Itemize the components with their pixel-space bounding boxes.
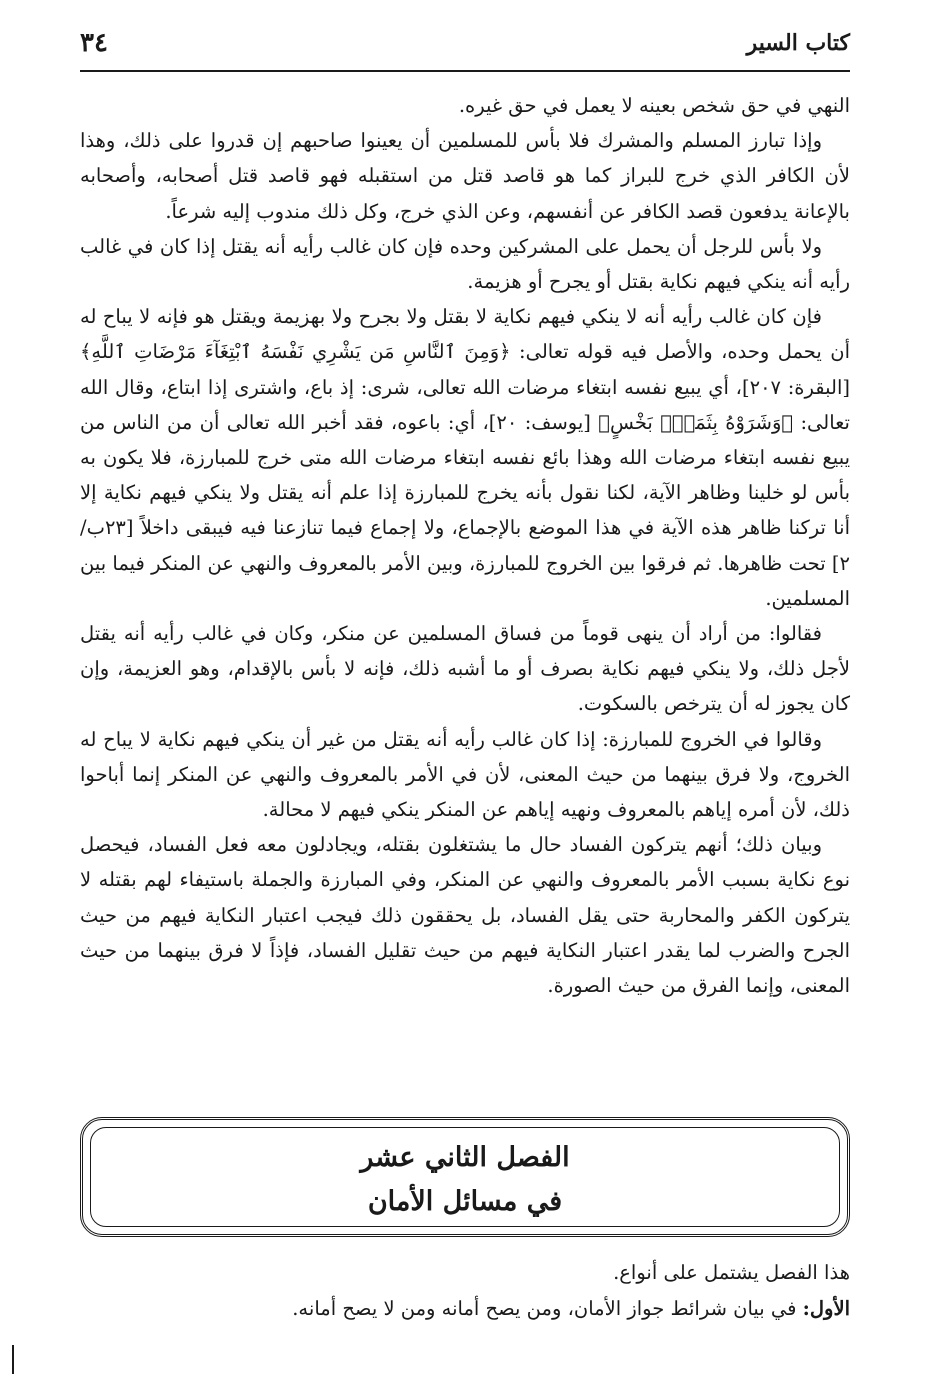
book-page: [80, 20, 850, 1350]
chapter-intro-text: هذا الفصل يشتمل على أنواع.: [613, 1261, 850, 1284]
running-header: [80, 28, 850, 68]
chapter-title: الفصل الثاني عشر: [360, 1142, 570, 1173]
header-divider: [80, 70, 850, 72]
page-number: ٣٤: [80, 28, 108, 58]
first-section-text: في بيان شرائط جواز الأمان، ومن يصح أمانه ومن لا يصح أمانه.: [292, 1297, 803, 1320]
paragraph: وبيان ذلك؛ أنهم يتركون الفساد حال ما يشتغلون بقتله، ويجادلون معه فعل الفساد، فيحصل نوع نكاية بسبب الأمر بالمعروف والنهي عن المنكر، وفي المبارزة والجملة باستيفاء لهم بقتله لا يتركون الكفر والمحاربة حتى يقل الفساد، بل يحققون ذلك فيجب اعتبار النكاية فيهم من حيث الجرح والضرب لما يقدر اعتبار النكاية فيهم من حيث تقليل الفساد، فإذاً لا فرق بينهما من حيث المعنى، وإنما الفرق من حيث الصورة.: [80, 833, 850, 998]
chapter-intro: [80, 1255, 850, 1327]
paragraph: فإن كان غالب رأيه أنه لا ينكي فيهم نكاية لا بقتل ولا بجرح ولا بهزيمة ويقتل هو فإنه لا يباح له أن يحمل وحده، والأصل فيه قوله تعالى: ﴿وَمِنَ ٱلنَّاسِ مَن يَشْرِي نَفْسَهُ ٱبْتِغَآءَ مَرْضَاتِ ٱللَّهِ﴾ [البقرة: ٢٠٧]، أي يبيع نفسه ابتغاء مرضات الله تعالى، شرى: إذ باع، واشترى إذا ابتاع، وقال الله تعالى: ﴿وَشَرَوْهُ بِثَمَنٍۭ بَخْسٍ﴾ [يوسف: ٢٠]، أي: باعوه، فقد أخبر الله تعالى أن من الناس من يبيع نفسه ابتغاء مرضات الله وهذا بائع نفسه ابتغاء مرضات الله متى خرج للمبارزة، فلا يكون به بأس لو خلينا وظاهر الآية، لكنا نقول بأنه يخرج للمبارزة إذا علم أنه يقتل ولا ينكي فيهم نكاية إلا أنا تركنا ظاهر هذه الآية في هذا الموضع بالإجماع، ولا إجماع فيما تنازعنا فيه فيبقى داخلاً [٢٣ب/ ٢] تحت ظاهرها. ثم فرقوا بين الخروج للمبارزة، وبين الأمر بالمعروف والنهي عن المنكر فيما بين المسلمين.: [80, 305, 850, 610]
chapter-heading-frame: [80, 1117, 850, 1237]
paragraph: وقالوا في الخروج للمبارزة: إذا كان غالب رأيه أنه يقتل من غير أن ينكي فيهم نكاية لا يباح له الخروج، ولا فرق بينهما من حيث المعنى، لأن في الأمر بالمعروف والنهي عن المنكر إنما أباحوا ذلك، لأن أمره إياهم بالمعروف ونهيه إياهم عن المنكر ينكي فيهم لا محالة.: [80, 727, 850, 822]
chapter-subtitle: في مسائل الأمان: [367, 1186, 563, 1217]
paragraph: وإذا تبارز المسلم والمشرك فلا بأس للمسلمين أن يعينوا صاحبهم إن قدروا على ذلك، وهذا لأن الكافر الذي خرج للبراز كما هو قاصد قتل من استقبله فهو قاصد قتل أصحابه، وأصحابه بالإعانة يدفعون قصد الكافر عن أنفسهم، وعن الذي خرج، وكل ذلك مندوب إليه شرعاً.: [80, 129, 850, 223]
first-section-label: الأول:: [802, 1297, 850, 1320]
first-section-line: [80, 1291, 850, 1327]
main-text: [80, 88, 850, 1003]
paragraph: ولا بأس للرجل أن يحمل على المشركين وحده فإن كان غالب رأيه أنه يقتل إذا كان في غالب رأيه أنه ينكي فيهم نكاية بقتل أو يجرح أو هزيمة.: [80, 234, 850, 294]
paragraph: فقالوا: من أراد أن ينهى قوماً من فساق المسلمين عن منكر، وكان في غالب رأيه أنه يقتل لأجل ذلك، ولا ينكي فيهم نكاية بصرف أو ما أشبه ذلك، فإنه لا بأس بالإقدام، وهو العزيمة، وإن كان يجوز له أن يترخص بالسكوت.: [80, 622, 850, 716]
paragraph: النهي في حق شخص بعينه لا يعمل في حق غيره.: [458, 94, 850, 117]
scan-edge-mark: [12, 1345, 14, 1374]
chapter-heading-inner-frame: [90, 1127, 840, 1227]
header-title: كتاب السير: [746, 30, 850, 56]
